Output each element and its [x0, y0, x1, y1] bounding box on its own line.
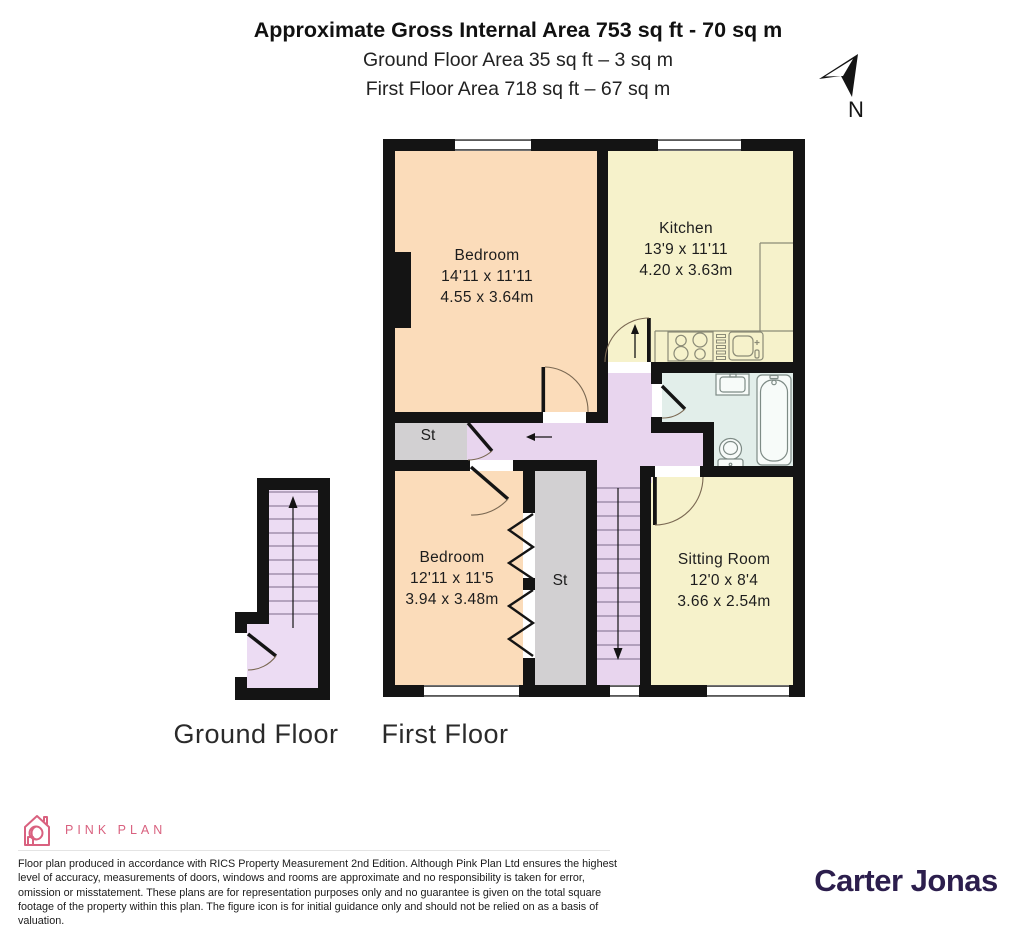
north-label: N	[848, 97, 864, 122]
room-dims-imperial: 14'11 x 11'11	[441, 268, 533, 285]
window	[424, 685, 519, 697]
bedroom-1-label	[387, 245, 587, 308]
first-floor-label: First Floor	[381, 719, 509, 749]
room-dims-imperial: 13'9 x 11'11	[644, 241, 728, 258]
room-dims-imperial: 12'0 x 8'4	[689, 572, 759, 589]
room-dims-metric: 3.66 x 2.54m	[677, 593, 771, 610]
sitting-room-label	[624, 549, 824, 612]
room-dims-imperial: 12'11 x 11'5	[410, 570, 494, 587]
room-name: Bedroom	[454, 247, 520, 264]
pink-plan-wordmark: PINK PLAN	[65, 823, 167, 837]
toilet-icon	[718, 439, 743, 471]
ground-floor-label: Ground Floor	[173, 719, 339, 749]
disclaimer-text: Floor plan produced in accordance with RICS Property Measurement 2nd Edition. Although Pink Plan Ltd ensures the highest level of accuracy, measurements of doors, windows and rooms are approximate and no responsibility is taken for error, omission or misstatement. These plans are for representation purposes only and no guarantee is given on the total square footage of the property within this plan. The figure icon is for initial guidance only and should not be relied on as a basis of valuation.	[18, 858, 617, 928]
window	[610, 685, 639, 697]
room-name: Bedroom	[419, 549, 485, 566]
window	[455, 139, 531, 151]
ground-floor-area-line: Ground Floor Area 35 sq ft – 3 sq m	[363, 49, 673, 71]
window	[658, 139, 741, 151]
bedroom-2-label	[352, 547, 552, 610]
first-floor-area-line: First Floor Area 718 sq ft – 67 sq m	[365, 78, 671, 100]
kitchen-label	[586, 218, 786, 281]
carter-jonas-wordmark: Carter Jonas	[814, 863, 998, 898]
footer-divider	[18, 850, 610, 851]
storage-2-label: St	[552, 572, 568, 589]
pink-plan-brand	[20, 812, 166, 848]
room-dims-metric: 4.20 x 3.63m	[639, 262, 733, 279]
room-name: Kitchen	[659, 220, 713, 237]
basin-icon	[716, 374, 749, 395]
room-dims-metric: 4.55 x 3.64m	[440, 289, 534, 306]
pink-plan-house-icon	[20, 812, 54, 848]
storage-1-label: St	[420, 427, 436, 444]
room-name: Sitting Room	[677, 551, 771, 568]
sitting-room-door	[653, 477, 657, 525]
ground-floor-plan	[235, 478, 330, 700]
page-title: Approximate Gross Internal Area 753 sq ft - 70 sq m	[253, 18, 783, 42]
window	[707, 685, 789, 697]
ground-hall-floor	[247, 624, 318, 688]
bath-icon	[757, 375, 791, 465]
room-dims-metric: 3.94 x 3.48m	[405, 591, 499, 608]
bedroom-1-door	[542, 367, 546, 412]
kitchen-door	[647, 318, 651, 362]
